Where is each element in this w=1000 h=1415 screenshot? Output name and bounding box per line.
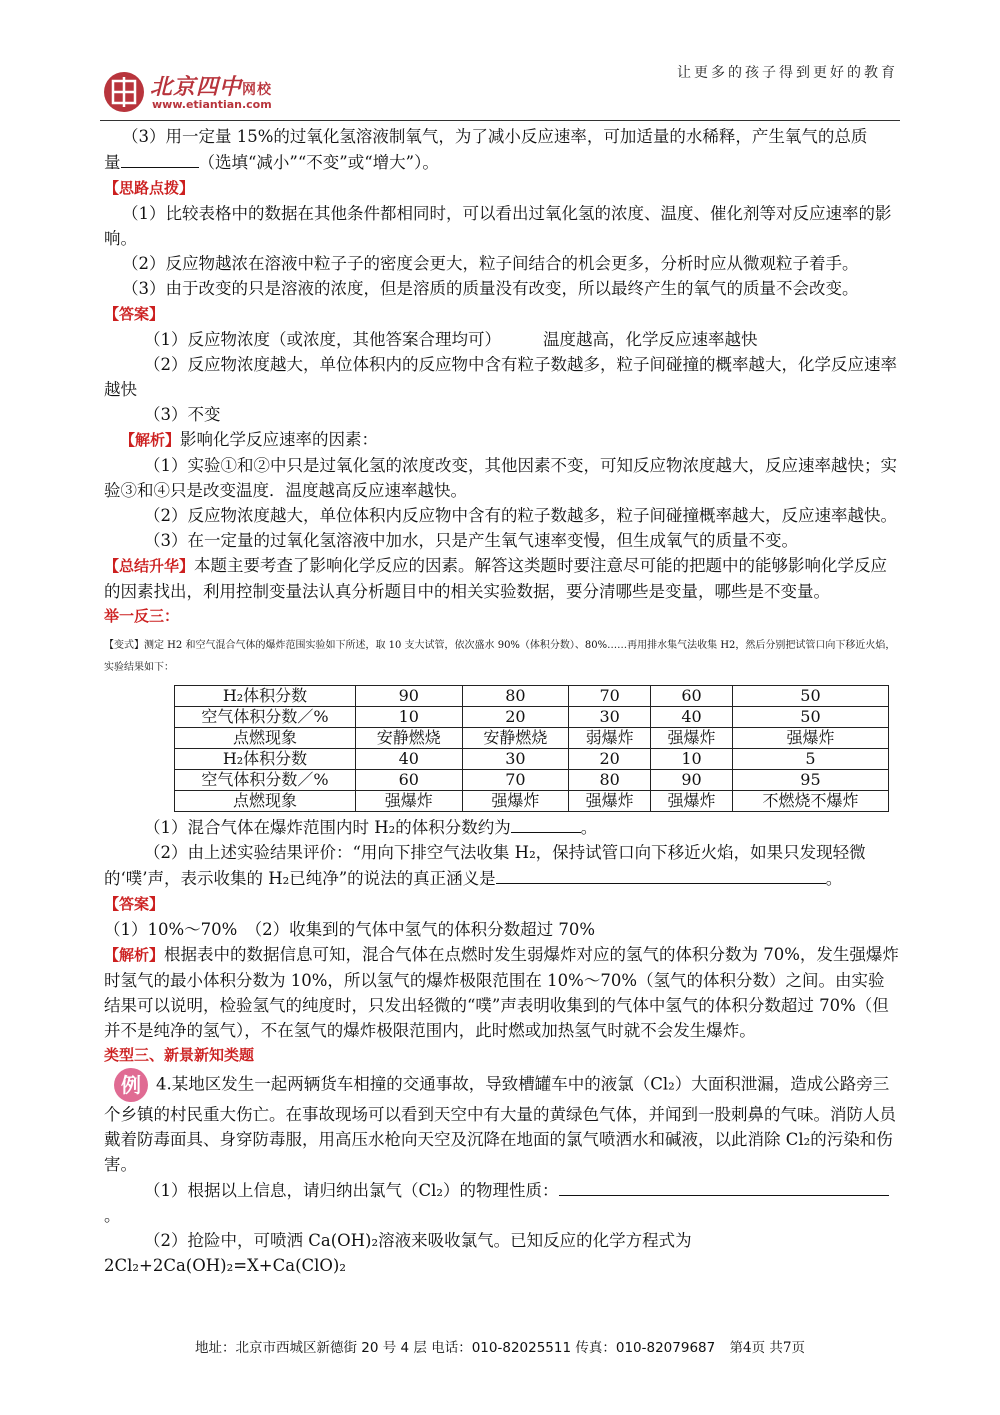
table-cell: 10 [356, 707, 463, 728]
table-cell: 20 [569, 749, 651, 770]
table-cell: H₂体积分数 [175, 686, 356, 707]
juyi-heading: 举一反三： [104, 607, 180, 625]
table-cell: 强爆炸 [462, 791, 569, 812]
example-4: 例 4.某地区发生一起两辆货车相撞的交通事故，导致槽罐车中的液氯（Cl₂）大面积泄漏，造成公路旁三个乡镇的村民重大伤亡。在事故现场可以看到天空中有大量的黄绿色气体，并闻到一股刺鼻的气味。消防人员戴着防毒面具、身穿防毒服，用高压水枪向天空及沉降在地面的氯气喷洒水和碱液，以此消除 Cl₂的污染和伤害。 [104, 1068, 900, 1177]
jiexi1-heading: 【解析】影响化学反应速率的因素： [120, 430, 379, 449]
answer1-a2: （2）反应物浓度越大，单位体积内的反应物中含有粒子数越多，粒子间碰撞的概率越大，化学反应速率越快 [104, 355, 897, 399]
table-cell: 80 [462, 686, 569, 707]
header-slogan: 让更多的孩子得到更好的教育 [677, 65, 898, 81]
variant-intro: 【变式】测定 H2 和空气混合气体的爆炸范围实验如下所述，取 10 支大试管，依次盛水 90%（体积分数）、80%……再用排水集气法收集 H2，然后分别把试管口向下移近火焰，实验结果如下： [104, 640, 896, 673]
table-row [175, 770, 889, 791]
table-cell: 70 [569, 686, 651, 707]
table-cell: 90 [356, 686, 463, 707]
table-cell: 50 [732, 686, 888, 707]
logo-url: www.etiantian.com [152, 98, 272, 111]
silu-heading: 【思路点拨】 [104, 179, 195, 197]
answer1-a1: （1）反应物浓度（或浓度，其他答案合理均可） 温度越高，化学反应速率越快 [144, 330, 758, 349]
answer-blank[interactable] [496, 865, 826, 884]
data-table [174, 685, 889, 812]
footer-page-number: 第4页 共7页 [729, 1340, 805, 1356]
answer1-heading: 【答案】 [104, 305, 165, 323]
variant-q2-line2: 的‘噗’声，表示收集的 H₂已纯净”的说法的真正涵义是 。 [104, 865, 900, 891]
answer-blank[interactable] [511, 814, 581, 833]
table-cell: 强爆炸 [356, 791, 463, 812]
table-cell: 弱爆炸 [569, 728, 651, 749]
answer-blank[interactable] [121, 149, 199, 168]
page-header [100, 58, 900, 121]
logo-name: 北京四中网校 [150, 74, 273, 100]
summary-paragraph: 【总结升华】本题主要考查了影响化学反应的因素。解答这类题时要注意尽可能的把题中的能够影响化学反应的因素找出，利用控制变量法认真分析题目中的相关实验数据，要分清哪些是变量，哪些是不变量。 [104, 556, 888, 601]
table-cell: 强爆炸 [569, 791, 651, 812]
answer1-a3: （3）不变 [144, 405, 221, 424]
table-cell: 80 [569, 770, 651, 791]
variant-q2-line1: （2）由上述实验结果评价：“用向下排空气法收集 H₂，保持试管口向下移近火焰，如果只发现轻微 [144, 843, 866, 862]
q3-line1: （3）用一定量 15%的过氧化氢溶液制氧气，为了减小反应速率，可加适量的水稀释，产生氧气的总质 [122, 127, 868, 146]
table-cell: 空气体积分数／% [175, 707, 356, 728]
page-footer [0, 1336, 1000, 1356]
answer2-heading: 【答案】 [104, 895, 165, 913]
table-cell: 强爆炸 [651, 791, 733, 812]
table-cell: 30 [569, 707, 651, 728]
table-cell: 点燃现象 [175, 728, 356, 749]
table-cell: 空气体积分数／% [175, 770, 356, 791]
table-cell: 40 [356, 749, 463, 770]
table-cell: 安静燃烧 [356, 728, 463, 749]
table-cell: 60 [651, 686, 733, 707]
example-4-s2: （2）抢险中，可喷洒 Ca(OH)₂溶液来吸收氯气。已知反应的化学方程式为 2Cl₂+2Ca(OH)₂=X+Ca(ClO)₂ [104, 1231, 692, 1275]
table-cell: 安静燃烧 [462, 728, 569, 749]
table-cell: 20 [462, 707, 569, 728]
jiexi2-paragraph: 【解析】根据表中的数据信息可知，混合气体在点燃时发生弱爆炸对应的氢气的体积分数为 70%，发生强爆炸时氢气的最小体积分数为 10%，所以氢气的爆炸极限范围在 10%～70%（氢气的体积分数）之间。由实验结果可以说明，检验氢气的纯度时，只发出轻微的“噗”声表明收集到的气体中氢气的体积分数超过 70%（但并不是纯净的氢气），不在氢气的爆炸极限范围内，此时燃或加热氢气时就不会发生爆炸。 [104, 945, 899, 1040]
table-cell: 强爆炸 [732, 728, 888, 749]
jiexi1-p2: （2）反应物浓度越大，单位体积内反应物中含有的粒子数越多，粒子间碰撞概率越大，反应速率越快。 [144, 506, 897, 525]
logo-emblem-icon [104, 72, 144, 112]
table-cell: 点燃现象 [175, 791, 356, 812]
table-cell: 40 [651, 707, 733, 728]
answer-blank[interactable] [559, 1177, 889, 1196]
table-row [175, 791, 889, 812]
table-cell: 95 [732, 770, 888, 791]
answer2-text: （1）10%～70% （2）收集到的气体中氢气的体积分数超过 70% [104, 920, 596, 939]
table-cell: H₂体积分数 [175, 749, 356, 770]
silu-p1: （1）比较表格中的数据在其他条件都相同时，可以看出过氧化氢的浓度、温度、催化剂等对反应速率的影响。 [104, 204, 892, 248]
example-4-s1: （1）根据以上信息，请归纳出氯气（Cl₂）的物理性质：。 [104, 1177, 900, 1228]
table-cell: 强爆炸 [651, 728, 733, 749]
table-cell: 不燃烧不爆炸 [732, 791, 888, 812]
table-row [175, 728, 889, 749]
table-row [175, 686, 889, 707]
school-logo[interactable] [100, 70, 340, 116]
example-badge-icon: 例 [114, 1068, 148, 1102]
table-row [175, 749, 889, 770]
table-row [175, 707, 889, 728]
footer-address: 地址：北京市西城区新德街 20 号 4 层 电话：010-82025511 传真：010-82079687 [195, 1340, 716, 1356]
variant-q1: （1）混合气体在爆炸范围内时 H₂的体积分数约为 。 [104, 814, 900, 840]
jiexi1-p1: （1）实验①和②中只是过氧化氢的浓度改变，其他因素不变，可知反应物浓度越大，反应速率越快；实验③和④只是改变温度．温度越高反应速率越快。 [104, 456, 897, 500]
q3-line2: 量 （选填“减小”“不变”或“增大”）。 [104, 149, 900, 175]
table-cell: 10 [651, 749, 733, 770]
table-cell: 5 [732, 749, 888, 770]
table-cell: 50 [732, 707, 888, 728]
table-cell: 90 [651, 770, 733, 791]
silu-p3: （3）由于改变的只是溶液的浓度，但是溶质的质量没有改变，所以最终产生的氧气的质量不会改变。 [122, 279, 859, 298]
jiexi1-p3: （3）在一定量的过氧化氢溶液中加水，只是产生氧气速率变慢，但生成氧气的质量不变。 [144, 531, 798, 550]
table-cell: 30 [462, 749, 569, 770]
page-content [104, 124, 900, 1278]
table-cell: 60 [356, 770, 463, 791]
table-cell: 70 [462, 770, 569, 791]
type3-heading: 类型三、新景新知类题 [104, 1046, 255, 1064]
silu-p2: （2）反应物越浓在溶液中粒子子的密度会更大，粒子间结合的机会更多，分析时应从微观粒子着手。 [122, 254, 859, 273]
